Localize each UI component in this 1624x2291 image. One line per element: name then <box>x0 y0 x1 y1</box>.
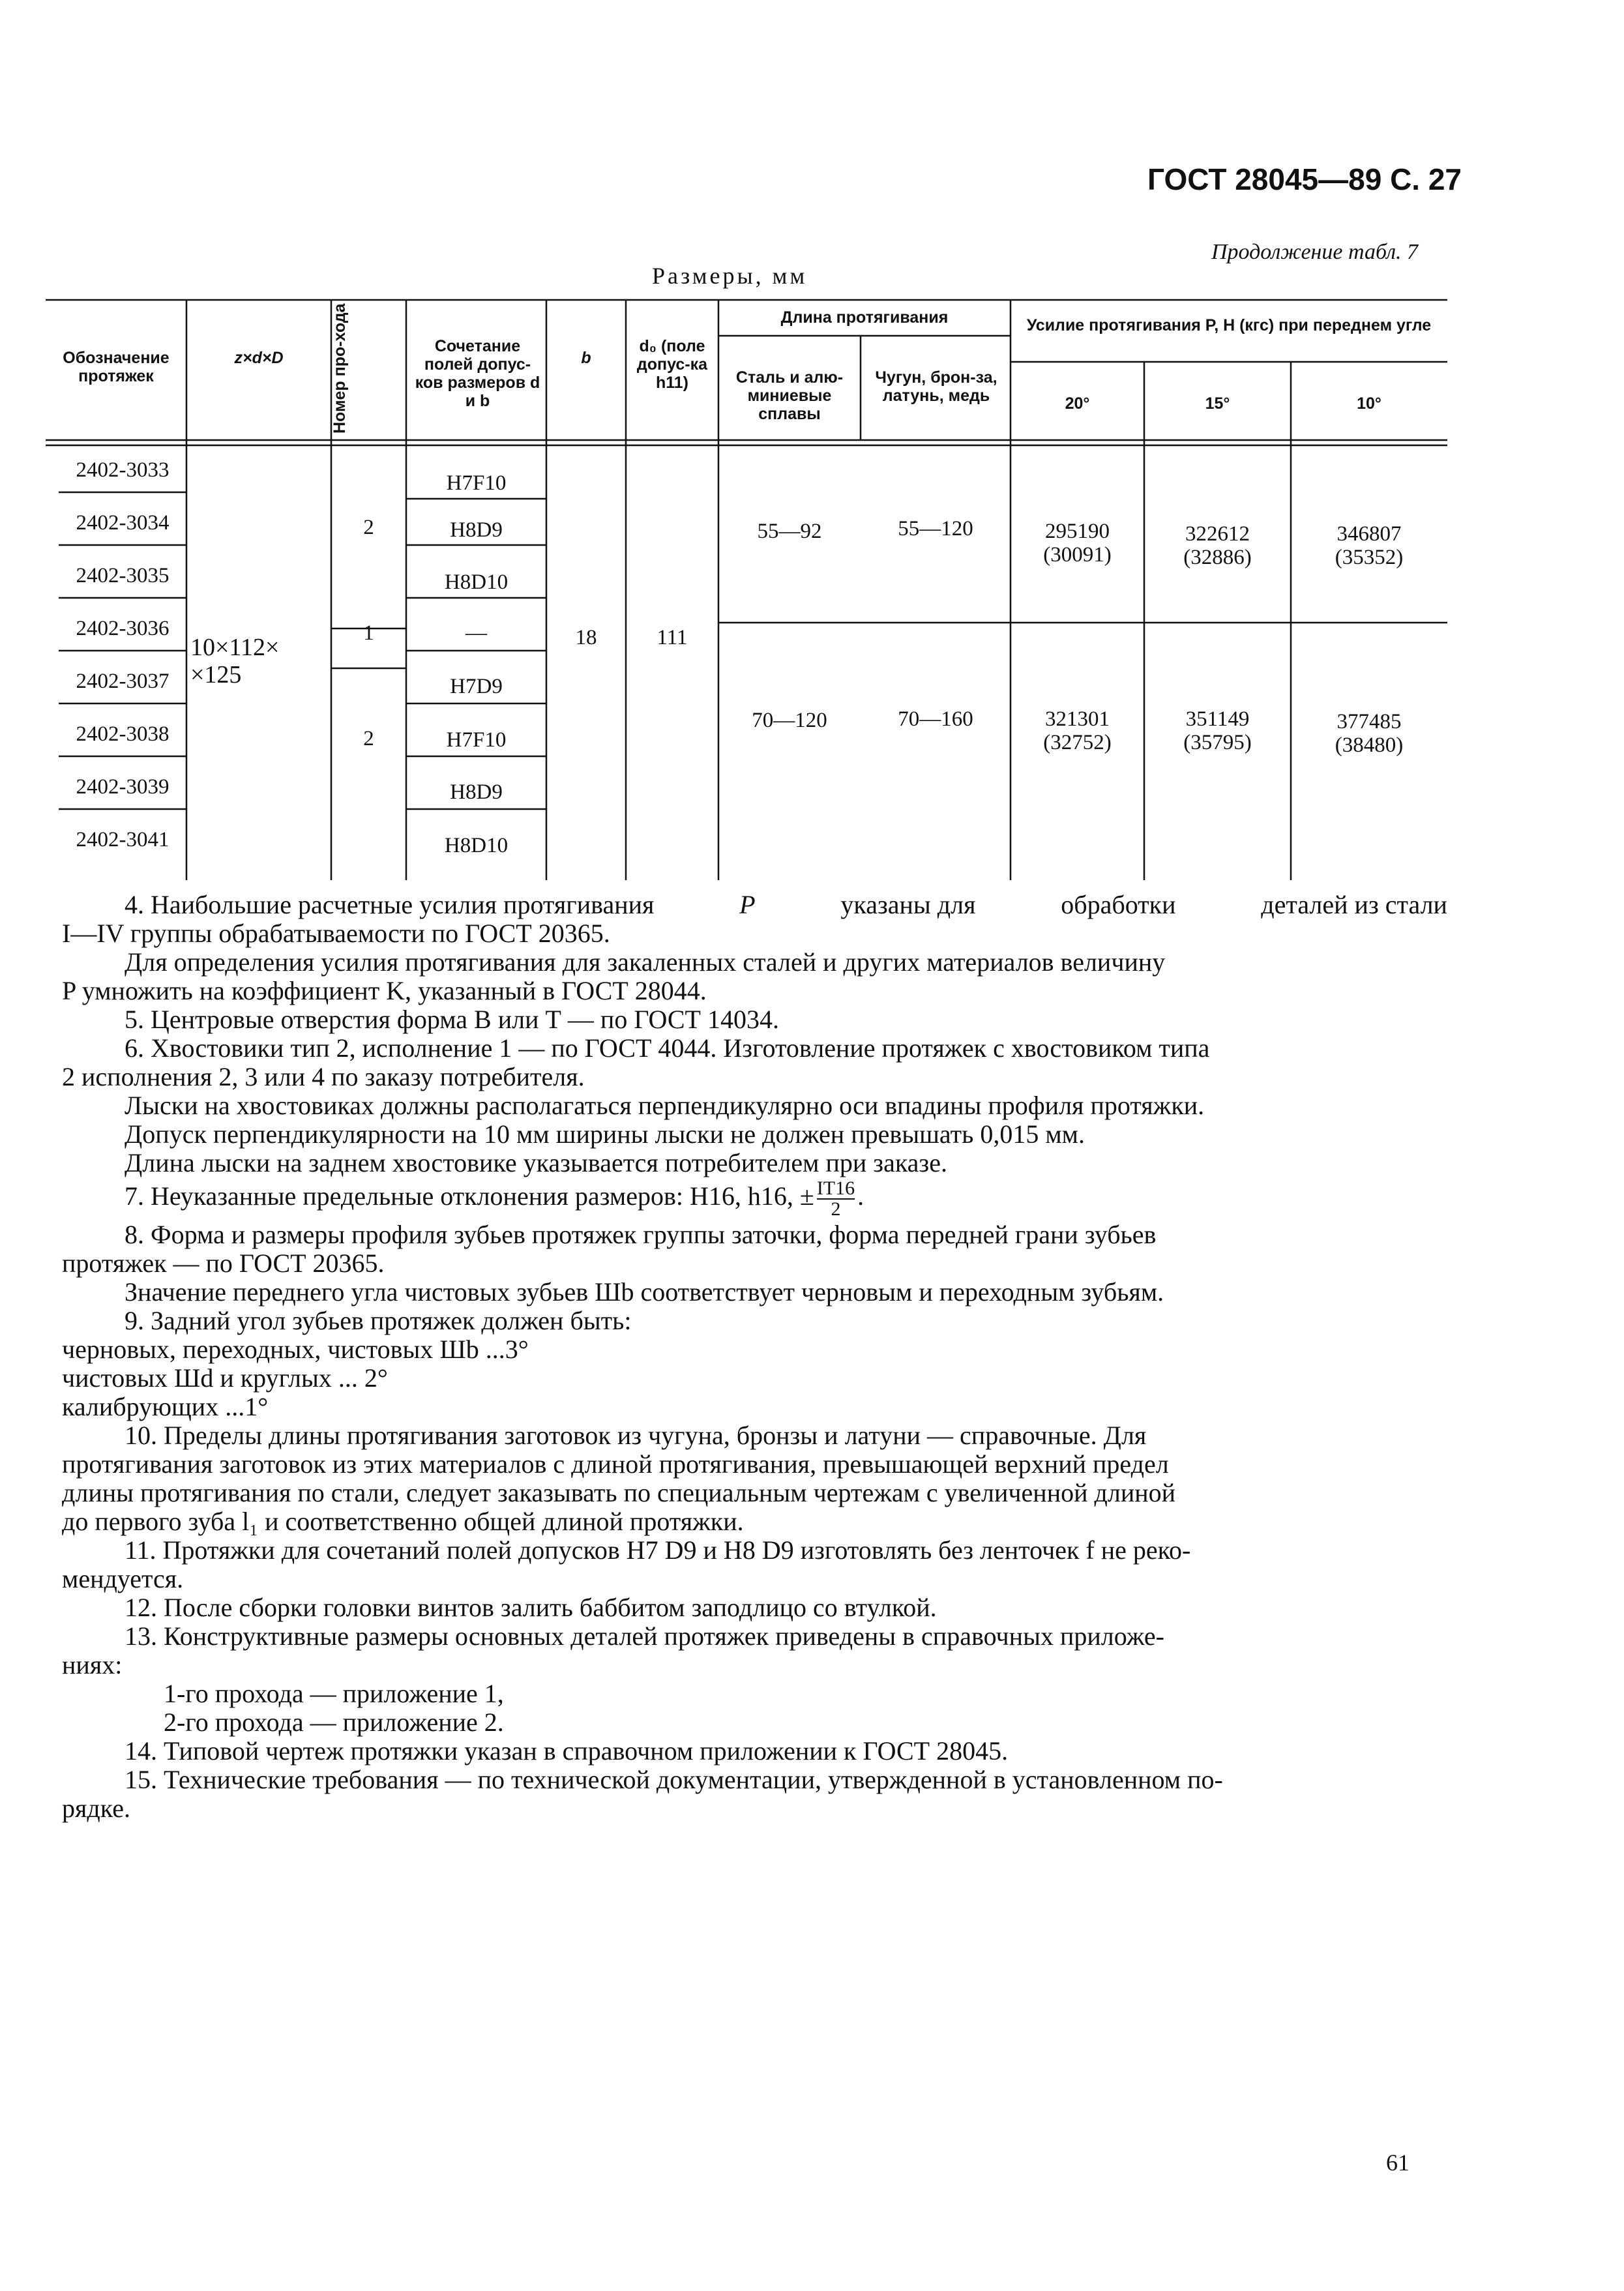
note-14-line: 14. Типовой чертеж протяжки указан в справочном приложении к ГОСТ 28045. <box>125 1736 1009 1766</box>
table-continuation-label: Продолжение табл. 7 <box>1211 240 1419 264</box>
header-force: Усилие протягивания P, Н (кгс) при переднем угле <box>1026 316 1432 334</box>
note-text-line: ниях: <box>62 1650 123 1679</box>
notes-section <box>62 892 1447 1824</box>
header-zdD: z×d×D <box>234 349 284 367</box>
note-text-line: черновых, переходных, чистовых Шb ...3° <box>62 1335 529 1364</box>
note-text-line: 2-го прохода — приложение 2. <box>164 1707 504 1737</box>
force-15-cell: 322612 (32886) <box>1183 522 1252 570</box>
header-angle-20: 20° <box>1065 394 1090 413</box>
b-value-cell: 18 <box>575 626 597 649</box>
designation-cell: 2402-3041 <box>76 828 170 851</box>
tolerance-cell: H7D9 <box>450 675 503 698</box>
note-5-line: 5. Центровые отверстия форма В или Т — по ГОСТ 14034. <box>125 1005 779 1034</box>
cast-length-cell: 70—160 <box>898 707 973 731</box>
tolerance-fraction: $\frac{IT16}{2}$ <box>816 1177 855 1220</box>
header-angle-10: 10° <box>1357 394 1381 413</box>
d0-value-cell: 111 <box>657 626 688 649</box>
header-draw-length: Длина протягивания <box>780 308 949 327</box>
note-text-line: до первого зуба l₁ и соответственно общей длиной протяжки. <box>62 1507 744 1536</box>
steel-length-cell: 70—120 <box>752 709 827 732</box>
designation-cell: 2402-3034 <box>76 511 170 535</box>
note-text-line: мендуется. <box>62 1564 184 1593</box>
note-text-line: 1-го прохода — приложение 1, <box>164 1679 504 1708</box>
table-units-label: Размеры, мм <box>652 263 808 289</box>
designation-cell: 2402-3033 <box>76 458 170 482</box>
note-text-line: Лыски на хвостовиках должны располагаться перпендикулярно оси впадины профиля протяжки. <box>125 1091 1205 1120</box>
pass-number-cell: 2 <box>363 727 374 750</box>
pass-number-cell: 1 <box>363 621 374 645</box>
note-13-line: 13. Конструктивные размеры основных деталей протяжек приведены в справочных приложе- <box>125 1621 1164 1651</box>
page-number: 61 <box>1386 2150 1410 2176</box>
tolerance-cell: H7F10 <box>446 728 507 752</box>
note-text-line: протягивания заготовок из этих материалов с длиной протягивания, превышающей верхний предел <box>62 1449 1169 1479</box>
note-text-line: P умножить на коэффициент K, указанный в ГОСТ 28044. <box>62 976 707 1005</box>
force-20-cell: 321301 (32752) <box>1043 707 1112 755</box>
note-4-line: 4. Наибольшие расчетные усилия протягивания P указаны для обработки деталей из стали <box>125 890 1447 919</box>
note-text-line: Значение переднего угла чистовых зубьев Шb соответствует черновым и переходным зубьям. <box>125 1277 1164 1307</box>
header-tolerance: Сочетание полей допус-ков размеров d и b <box>415 337 540 410</box>
pass-number-cell: 2 <box>363 516 374 539</box>
tolerance-cell: H8D9 <box>450 780 503 804</box>
force-10-cell: 377485 (38480) <box>1335 710 1404 758</box>
page-header-title: ГОСТ 28045—89 С. 27 <box>1147 162 1462 196</box>
note-9-line: 9. Задний угол зубьев протяжек должен быть: <box>125 1306 632 1335</box>
note-text-line: 2 исполнения 2, 3 или 4 по заказу потребителя. <box>62 1062 585 1091</box>
note-15-line: 15. Технические требования — по технической документации, утвержденной в установленном по- <box>125 1765 1223 1794</box>
note-6-line: 6. Хвостовики тип 2, исполнение 1 — по ГОСТ 4044. Изготовление протяжек с хвостовиком типа <box>125 1033 1210 1063</box>
note-11-line: 11. Протяжки для сочетаний полей допусков H7 D9 и H8 D9 изготовлять без ленточек f не реко- <box>125 1535 1191 1565</box>
designation-cell: 2402-3039 <box>76 775 170 799</box>
designation-cell: 2402-3036 <box>76 617 170 640</box>
note-text-line: протяжек — по ГОСТ 20365. <box>62 1249 385 1278</box>
designation-cell: 2402-3035 <box>76 564 170 587</box>
header-b: b <box>581 349 591 367</box>
force-10-cell: 346807 (35352) <box>1335 522 1404 570</box>
tolerance-cell: H8D10 <box>444 834 509 857</box>
note-10-line: 10. Пределы длины протягивания заготовок из чугуна, бронзы и латуни — справочные. Для <box>125 1421 1147 1450</box>
note-text-line: рядке. <box>62 1794 130 1823</box>
note-text-line: чистовых Шd и круглых ... 2° <box>62 1363 388 1393</box>
force-20-cell: 295190 (30091) <box>1043 520 1112 567</box>
header-cast-iron: Чугун, брон-за, латунь, медь <box>875 368 997 405</box>
header-angle-15: 15° <box>1205 394 1230 413</box>
header-designation: Обозначение протяжек <box>63 349 170 385</box>
note-8-line: 8. Форма и размеры профиля зубьев протяжек группы заточки, форма передней грани зубьев <box>125 1220 1157 1249</box>
note-text-line: Длина лыски на заднем хвостовике указывается потребителем при заказе. <box>125 1148 947 1177</box>
note-7-line: 7. Неуказанные предельные отклонения размеров: H16, h16, ± $\frac{IT16}{2}$ . <box>125 1177 864 1220</box>
header-steel: Сталь и алю-миниевые сплавы <box>735 368 844 423</box>
tolerance-cell: H8D9 <box>450 518 503 542</box>
designation-cell: 2402-3037 <box>76 670 170 693</box>
tolerance-cell: H7F10 <box>446 471 507 495</box>
note-text-line: Для определения усилия протягивания для закаленных сталей и других материалов величину <box>125 947 1166 977</box>
tolerance-cell: H8D10 <box>444 570 509 594</box>
force-15-cell: 351149 (35795) <box>1183 707 1252 755</box>
broach-table <box>46 297 1447 883</box>
note-text-line: I—IV группы обрабатываемости по ГОСТ 20365. <box>62 919 610 948</box>
cast-length-cell: 55—120 <box>898 517 973 540</box>
header-pass-number: Номер про-хода <box>331 303 349 434</box>
note-text-line: калибрующих ...1° <box>62 1392 269 1421</box>
header-d0: d₀ (поле допус-ка h11) <box>636 337 708 392</box>
note-text-line: длины протягивания по стали, следует заказывать по специальным чертежам с увеличенной длиной <box>62 1478 1176 1507</box>
tolerance-cell: — <box>465 621 487 645</box>
zdD-cell: 10×112× ×125 <box>190 634 280 688</box>
designation-cell: 2402-3038 <box>76 722 170 746</box>
note-12-line: 12. После сборки головки винтов залить баббитом заподлицо со втулкой. <box>125 1593 937 1622</box>
steel-length-cell: 55—92 <box>757 520 822 543</box>
note-text-line: Допуск перпендикулярности на 10 мм ширины лыски не должен превышать 0,015 мм. <box>125 1119 1085 1149</box>
